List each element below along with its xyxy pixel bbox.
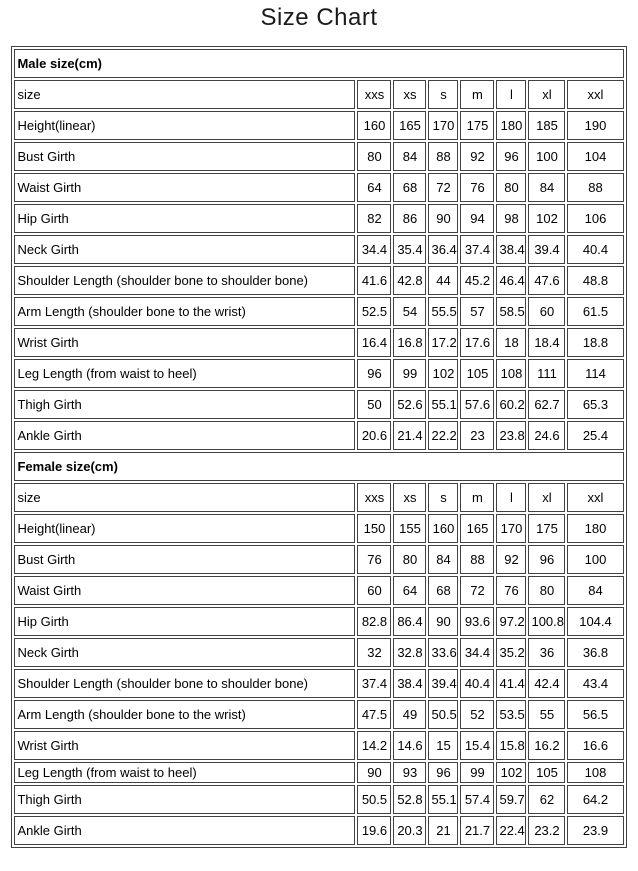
measurement-row: [14, 328, 623, 357]
measurement-value: 68: [428, 576, 458, 605]
measurement-value: 165: [393, 111, 426, 140]
measurement-value: 111: [528, 359, 565, 388]
measurement-value: 105: [460, 359, 494, 388]
measurement-value: 94: [460, 204, 494, 233]
measurement-row: [14, 700, 623, 729]
measurement-value: 56.5: [567, 700, 623, 729]
measurement-value: 21: [428, 816, 458, 845]
measurement-value: 33.6: [428, 638, 458, 667]
measurement-value: 38.4: [393, 669, 426, 698]
measurement-value: 175: [460, 111, 494, 140]
size-column-header: xxl: [567, 80, 623, 109]
size-column-header: xs: [393, 483, 426, 512]
measurement-value: 104: [567, 142, 623, 171]
measurement-row: [14, 731, 623, 760]
measurement-value: 86.4: [393, 607, 426, 636]
measurement-row: [14, 762, 623, 783]
measurement-value: 108: [496, 359, 526, 388]
measurement-value: 20.3: [393, 816, 426, 845]
measurement-value: 21.7: [460, 816, 494, 845]
size-column-header: xxs: [357, 80, 391, 109]
measurement-row: [14, 669, 623, 698]
measurement-label: Thigh Girth: [14, 785, 355, 814]
measurement-value: 102: [428, 359, 458, 388]
measurement-value: 80: [393, 545, 426, 574]
measurement-value: 38.4: [496, 235, 526, 264]
size-column-header: xs: [393, 80, 426, 109]
size-column-header: m: [460, 80, 494, 109]
measurement-value: 36: [528, 638, 565, 667]
size-column-header: xxs: [357, 483, 391, 512]
measurement-value: 16.8: [393, 328, 426, 357]
measurement-row: [14, 421, 623, 450]
measurement-value: 60: [528, 297, 565, 326]
measurement-value: 43.4: [567, 669, 623, 698]
measurement-value: 80: [357, 142, 391, 171]
measurement-value: 180: [496, 111, 526, 140]
measurement-row: [14, 142, 623, 171]
measurement-label: Arm Length (shoulder bone to the wrist): [14, 297, 355, 326]
measurement-value: 185: [528, 111, 565, 140]
measurement-value: 64: [357, 173, 391, 202]
measurement-value: 25.4: [567, 421, 623, 450]
measurement-label: Shoulder Length (shoulder bone to shoulder bone): [14, 266, 355, 295]
measurement-value: 36.8: [567, 638, 623, 667]
measurement-label: Waist Girth: [14, 576, 355, 605]
measurement-label: Ankle Girth: [14, 421, 355, 450]
size-row-label: size: [14, 483, 355, 512]
measurement-value: 84: [567, 576, 623, 605]
measurement-row: [14, 297, 623, 326]
size-column-header: xl: [528, 80, 565, 109]
measurement-value: 170: [496, 514, 526, 543]
measurement-value: 150: [357, 514, 391, 543]
size-chart-table: [11, 46, 626, 848]
size-column-header: m: [460, 483, 494, 512]
measurement-value: 64: [393, 576, 426, 605]
measurement-value: 96: [428, 762, 458, 783]
measurement-label: Bust Girth: [14, 142, 355, 171]
measurement-value: 96: [357, 359, 391, 388]
measurement-value: 64.2: [567, 785, 623, 814]
measurement-label: Wrist Girth: [14, 731, 355, 760]
measurement-value: 98: [496, 204, 526, 233]
measurement-row: [14, 266, 623, 295]
measurement-row: [14, 545, 623, 574]
measurement-value: 84: [393, 142, 426, 171]
measurement-value: 47.6: [528, 266, 565, 295]
measurement-value: 45.2: [460, 266, 494, 295]
measurement-value: 190: [567, 111, 623, 140]
size-column-header: s: [428, 80, 458, 109]
measurement-value: 17.6: [460, 328, 494, 357]
measurement-value: 46.4: [496, 266, 526, 295]
measurement-value: 93.6: [460, 607, 494, 636]
size-row-label: size: [14, 80, 355, 109]
measurement-value: 42.4: [528, 669, 565, 698]
measurement-value: 114: [567, 359, 623, 388]
page-title: Size Chart: [260, 4, 378, 31]
measurement-value: 65.3: [567, 390, 623, 419]
measurement-value: 93: [393, 762, 426, 783]
measurement-value: 61.5: [567, 297, 623, 326]
measurement-value: 47.5: [357, 700, 391, 729]
measurement-value: 55.1: [428, 785, 458, 814]
measurement-value: 19.6: [357, 816, 391, 845]
measurement-value: 62.7: [528, 390, 565, 419]
measurement-value: 50.5: [428, 700, 458, 729]
size-header-row: [14, 80, 623, 109]
measurement-row: [14, 576, 623, 605]
measurement-value: 15.4: [460, 731, 494, 760]
measurement-value: 96: [528, 545, 565, 574]
measurement-value: 92: [460, 142, 494, 171]
measurement-label: Thigh Girth: [14, 390, 355, 419]
measurement-value: 23.9: [567, 816, 623, 845]
measurement-value: 39.4: [528, 235, 565, 264]
measurement-value: 97.2: [496, 607, 526, 636]
measurement-label: Hip Girth: [14, 607, 355, 636]
measurement-value: 37.4: [357, 669, 391, 698]
measurement-value: 52: [460, 700, 494, 729]
size-column-header: s: [428, 483, 458, 512]
measurement-row: [14, 816, 623, 845]
measurement-value: 54: [393, 297, 426, 326]
size-column-header: l: [496, 483, 526, 512]
measurement-value: 35.4: [393, 235, 426, 264]
measurement-value: 57: [460, 297, 494, 326]
measurement-value: 108: [567, 762, 623, 783]
size-header-row: [14, 483, 623, 512]
measurement-value: 32.8: [393, 638, 426, 667]
measurement-value: 55: [528, 700, 565, 729]
measurement-value: 49: [393, 700, 426, 729]
section-title: Female size(cm): [14, 452, 623, 481]
measurement-value: 52.8: [393, 785, 426, 814]
measurement-label: Leg Length (from waist to heel): [14, 359, 355, 388]
section-header-row: [14, 49, 623, 78]
measurement-value: 18: [496, 328, 526, 357]
measurement-value: 84: [528, 173, 565, 202]
measurement-value: 41.4: [496, 669, 526, 698]
measurement-value: 82: [357, 204, 391, 233]
measurement-value: 21.4: [393, 421, 426, 450]
measurement-row: [14, 235, 623, 264]
measurement-row: [14, 111, 623, 140]
measurement-value: 23.8: [496, 421, 526, 450]
measurement-value: 60.2: [496, 390, 526, 419]
measurement-value: 80: [496, 173, 526, 202]
measurement-value: 59.7: [496, 785, 526, 814]
measurement-value: 102: [496, 762, 526, 783]
measurement-value: 41.6: [357, 266, 391, 295]
measurement-value: 100: [567, 545, 623, 574]
measurement-value: 100: [528, 142, 565, 171]
measurement-value: 53.5: [496, 700, 526, 729]
measurement-value: 18.8: [567, 328, 623, 357]
measurement-value: 88: [428, 142, 458, 171]
measurement-value: 88: [567, 173, 623, 202]
measurement-row: [14, 514, 623, 543]
measurement-value: 90: [428, 607, 458, 636]
measurement-label: Height(linear): [14, 111, 355, 140]
measurement-label: Neck Girth: [14, 638, 355, 667]
section-title: Male size(cm): [14, 49, 623, 78]
measurement-value: 60: [357, 576, 391, 605]
measurement-value: 23: [460, 421, 494, 450]
measurement-value: 155: [393, 514, 426, 543]
measurement-value: 90: [428, 204, 458, 233]
measurement-value: 50: [357, 390, 391, 419]
measurement-value: 15: [428, 731, 458, 760]
measurement-label: Bust Girth: [14, 545, 355, 574]
measurement-row: [14, 638, 623, 667]
measurement-value: 40.4: [460, 669, 494, 698]
measurement-value: 55.5: [428, 297, 458, 326]
measurement-label: Shoulder Length (shoulder bone to shoulder bone): [14, 669, 355, 698]
measurement-value: 165: [460, 514, 494, 543]
measurement-value: 22.2: [428, 421, 458, 450]
measurement-value: 15.8: [496, 731, 526, 760]
measurement-label: Wrist Girth: [14, 328, 355, 357]
measurement-value: 106: [567, 204, 623, 233]
measurement-value: 90: [357, 762, 391, 783]
measurement-value: 99: [460, 762, 494, 783]
measurement-value: 57.6: [460, 390, 494, 419]
measurement-value: 42.8: [393, 266, 426, 295]
measurement-value: 160: [357, 111, 391, 140]
measurement-row: [14, 204, 623, 233]
measurement-value: 84: [428, 545, 458, 574]
measurement-value: 14.6: [393, 731, 426, 760]
measurement-value: 34.4: [460, 638, 494, 667]
size-column-header: xxl: [567, 483, 623, 512]
measurement-value: 58.5: [496, 297, 526, 326]
measurement-value: 24.6: [528, 421, 565, 450]
measurement-row: [14, 359, 623, 388]
measurement-value: 52.6: [393, 390, 426, 419]
measurement-value: 72: [460, 576, 494, 605]
measurement-row: [14, 785, 623, 814]
measurement-value: 76: [357, 545, 391, 574]
measurement-value: 102: [528, 204, 565, 233]
measurement-label: Leg Length (from waist to heel): [14, 762, 355, 783]
measurement-value: 57.4: [460, 785, 494, 814]
size-column-header: l: [496, 80, 526, 109]
measurement-value: 86: [393, 204, 426, 233]
measurement-value: 44: [428, 266, 458, 295]
measurement-label: Height(linear): [14, 514, 355, 543]
measurement-value: 55.1: [428, 390, 458, 419]
measurement-value: 17.2: [428, 328, 458, 357]
measurement-value: 34.4: [357, 235, 391, 264]
measurement-value: 76: [460, 173, 494, 202]
measurement-label: Ankle Girth: [14, 816, 355, 845]
measurement-value: 36.4: [428, 235, 458, 264]
measurement-value: 76: [496, 576, 526, 605]
measurement-value: 16.2: [528, 731, 565, 760]
size-column-header: xl: [528, 483, 565, 512]
measurement-value: 92: [496, 545, 526, 574]
measurement-value: 20.6: [357, 421, 391, 450]
measurement-value: 104.4: [567, 607, 623, 636]
measurement-value: 68: [393, 173, 426, 202]
measurement-value: 88: [460, 545, 494, 574]
measurement-value: 180: [567, 514, 623, 543]
measurement-value: 62: [528, 785, 565, 814]
measurement-value: 105: [528, 762, 565, 783]
measurement-value: 80: [528, 576, 565, 605]
measurement-value: 99: [393, 359, 426, 388]
measurement-label: Arm Length (shoulder bone to the wrist): [14, 700, 355, 729]
measurement-row: [14, 607, 623, 636]
measurement-value: 160: [428, 514, 458, 543]
measurement-value: 35.2: [496, 638, 526, 667]
measurement-row: [14, 173, 623, 202]
measurement-value: 50.5: [357, 785, 391, 814]
measurement-value: 22.4: [496, 816, 526, 845]
measurement-value: 14.2: [357, 731, 391, 760]
measurement-value: 82.8: [357, 607, 391, 636]
measurement-value: 32: [357, 638, 391, 667]
measurement-value: 52.5: [357, 297, 391, 326]
size-chart-body: [14, 49, 623, 845]
measurement-label: Waist Girth: [14, 173, 355, 202]
section-header-row: [14, 452, 623, 481]
measurement-value: 72: [428, 173, 458, 202]
measurement-value: 48.8: [567, 266, 623, 295]
measurement-value: 39.4: [428, 669, 458, 698]
measurement-row: [14, 390, 623, 419]
measurement-label: Neck Girth: [14, 235, 355, 264]
measurement-value: 16.4: [357, 328, 391, 357]
measurement-value: 16.6: [567, 731, 623, 760]
measurement-value: 18.4: [528, 328, 565, 357]
measurement-value: 40.4: [567, 235, 623, 264]
measurement-value: 170: [428, 111, 458, 140]
measurement-value: 23.2: [528, 816, 565, 845]
measurement-value: 37.4: [460, 235, 494, 264]
measurement-label: Hip Girth: [14, 204, 355, 233]
measurement-value: 96: [496, 142, 526, 171]
measurement-value: 175: [528, 514, 565, 543]
measurement-value: 100.8: [528, 607, 565, 636]
